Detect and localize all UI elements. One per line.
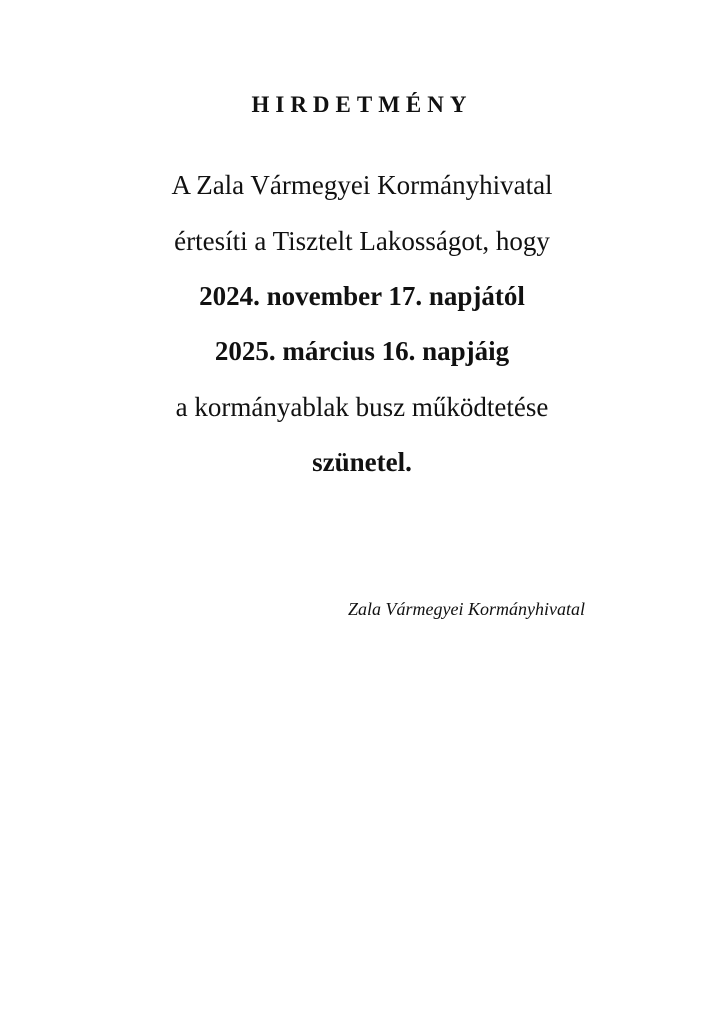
notice-line-informs: értesíti a Tisztelt Lakosságot, hogy — [174, 226, 550, 256]
notice-line-issuer: A Zala Vármegyei Kormányhivatal — [171, 170, 553, 200]
notice-title: HIRDETMÉNY — [251, 92, 473, 117]
notice-line-end-date: 2025. március 16. napjáig — [214, 336, 510, 366]
notice-line-status: szünetel. — [312, 447, 412, 477]
signature-issuer: Zala Vármegyei Kormányhivatal — [348, 599, 585, 619]
notice-line-service: a kormányablak busz működtetése — [175, 392, 549, 422]
notice-line-start-date: 2024. november 17. napjától — [199, 281, 525, 311]
